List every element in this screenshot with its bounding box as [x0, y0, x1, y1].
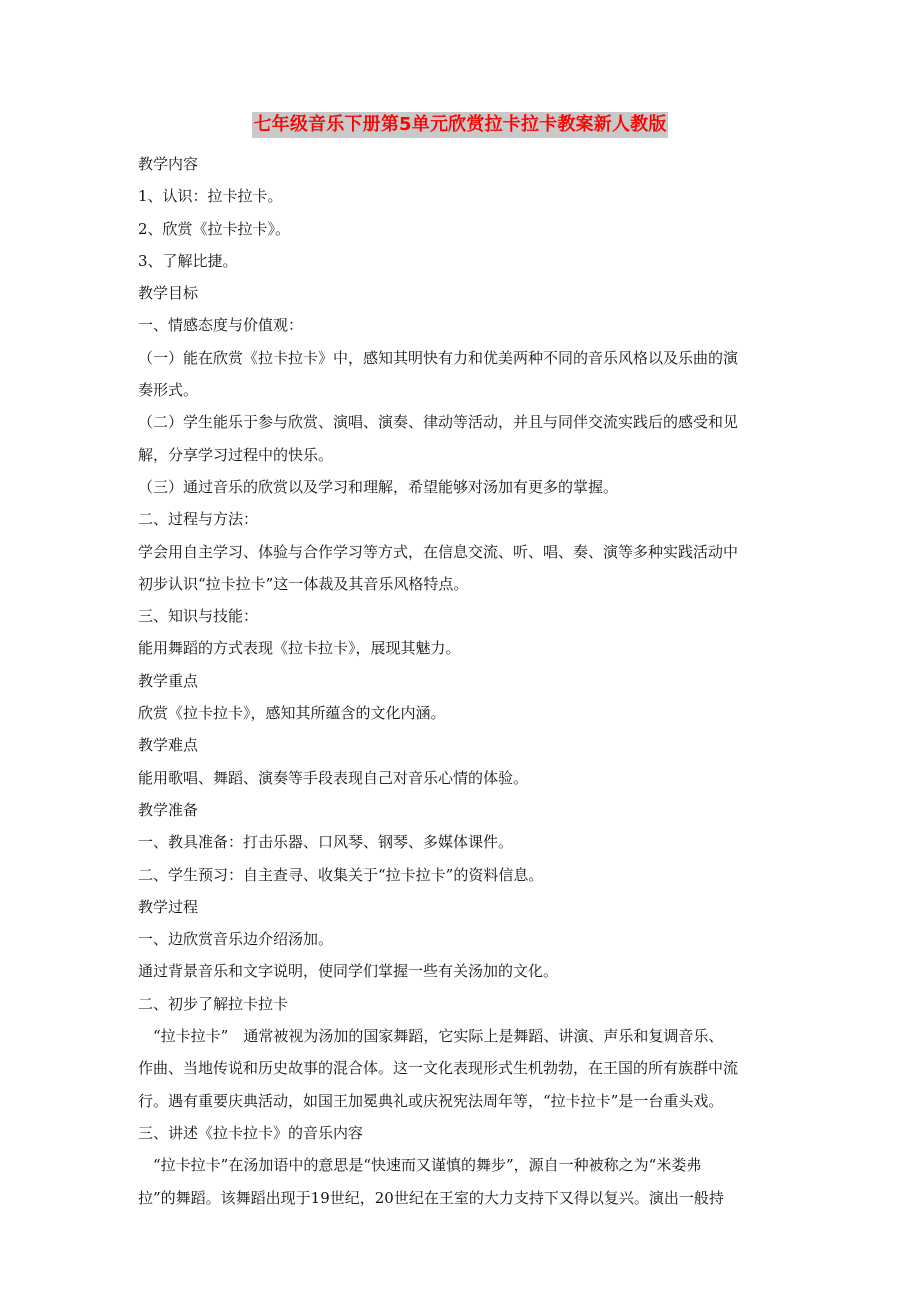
- text-line: （三）通过音乐的欣赏以及学习和理解，希望能够对汤加有更多的掌握。: [138, 477, 619, 496]
- text-line: 初步认识“拉卡拉卡”这一体裁及其音乐风格特点。: [138, 574, 469, 593]
- text-line: “拉卡拉卡” 通常被视为汤加的国家舞蹈，它实际上是舞蹈、讲演、声乐和复调音乐、: [153, 1027, 724, 1046]
- text-line: 教学目标: [138, 284, 199, 303]
- text-line: 教学内容: [138, 155, 199, 173]
- text-line: 欣赏《拉卡拉卡》，感知其所蕴含的文化内涵。: [138, 704, 446, 723]
- text-line: 三、讲述《拉卡拉卡》的音乐内容: [138, 1123, 364, 1142]
- text-line: 2、欣赏《拉卡拉卡》。: [138, 219, 291, 238]
- text-line: 三、知识与技能：: [138, 607, 259, 626]
- text-line: 学会用自主学习、体验与合作学习等方式，在信息交流、听、唱、奏、演等多种实践活动中: [138, 542, 739, 561]
- text-line: 3、了解比捷。: [138, 251, 238, 270]
- text-line: 教学准备: [138, 800, 199, 819]
- text-line: 拉”的舞蹈。该舞蹈出现于19世纪，20世纪在王室的大力支持下又得以复兴。演出一般持: [138, 1188, 724, 1207]
- text-line: 能用歌唱、舞蹈、演奏等手段表现自己对音乐心情的体验。: [138, 768, 529, 787]
- text-line: 通过背景音乐和文字说明，使同学们掌握一些有关汤加的文化。: [138, 962, 559, 981]
- text-line: 奏形式。: [138, 381, 199, 400]
- text-line: 二、初步了解拉卡拉卡: [138, 994, 289, 1013]
- text-line: 教学难点: [138, 736, 199, 755]
- document-title: 七年级音乐下册第5单元欣赏拉卡拉卡教案新人教版: [252, 112, 667, 138]
- text-line: 一、边欣赏音乐边介绍汤加。: [138, 930, 334, 949]
- text-line: 能用舞蹈的方式表现《拉卡拉卡》，展现其魅力。: [138, 639, 461, 658]
- text-line: 二、过程与方法：: [138, 510, 259, 529]
- text-line: 教学重点: [138, 671, 199, 690]
- text-line: 1、认识：拉卡拉卡。: [138, 187, 283, 206]
- text-line: （二）学生能乐于参与欣赏、演唱、演奏、律动等活动，并且与同伴交流实践后的感受和见: [138, 413, 739, 432]
- text-line: 行。遇有重要庆典活动，如国王加冕典礼或庆祝宪法周年等，“拉卡拉卡”是一台重头戏。: [138, 1091, 724, 1110]
- text-line: 作曲、当地传说和历史故事的混合体。这一文化表现形式生机勃勃，在王国的所有族群中流: [138, 1059, 739, 1078]
- text-line: 二、学生预习：自主查寻、收集关于“拉卡拉卡”的资料信息。: [138, 865, 544, 884]
- title-wrapper: [0, 112, 920, 138]
- text-line: “拉卡拉卡”在汤加语中的意思是“快速而又谨慎的舞步”，源自一种被称之为“米娄弗: [153, 1156, 702, 1175]
- text-line: （一）能在欣赏《拉卡拉卡》中，感知其明快有力和优美两种不同的音乐风格以及乐曲的演: [138, 348, 739, 367]
- text-line: 教学过程: [138, 897, 199, 916]
- text-line: 一、情感态度与价值观：: [138, 316, 304, 335]
- text-line: 解，分享学习过程中的快乐。: [138, 445, 334, 464]
- text-line: 一、教具准备：打击乐器、口风琴、钢琴、多媒体课件。: [138, 833, 514, 852]
- document-body: [138, 148, 786, 1214]
